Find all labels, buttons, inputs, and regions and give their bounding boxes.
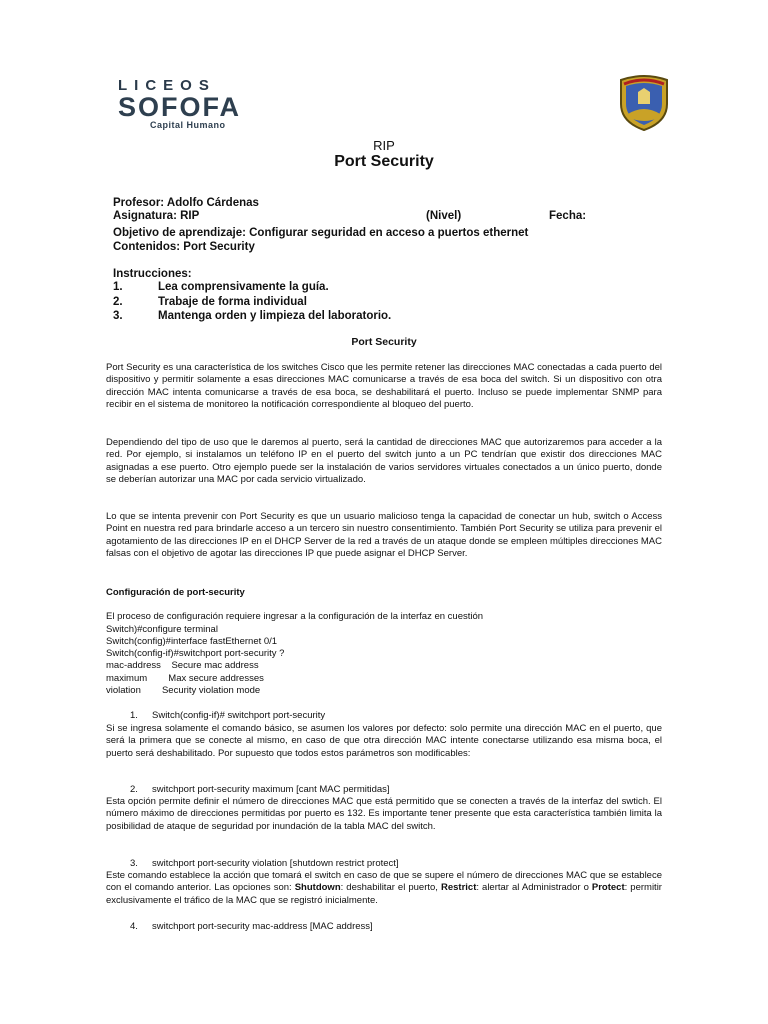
list-item-text: Trabaje de forma individual bbox=[158, 295, 307, 308]
step-1-description: Si se ingresa solamente el comando básico, se asumen los valores por defecto: solo permite una dirección MAC en el puerto, que será la primera que se conecte al mismo, en caso de que otra dirección MAC intente conectarse utilizando esa misma boca, el puerto será deshabilitado. Por supuesto que todos estos parámetros son modificables: bbox=[106, 723, 662, 759]
step-3-text-b: : deshabilitar el puerto, bbox=[340, 882, 441, 894]
subject-title: RIP bbox=[373, 138, 395, 153]
step-3-command bbox=[130, 858, 399, 869]
logo-line1: LICEOS bbox=[118, 77, 216, 94]
config-heading: Configuración de port-security bbox=[106, 587, 245, 598]
step-1-command bbox=[130, 710, 325, 721]
config-line: Switch)#configure terminal bbox=[106, 624, 218, 635]
option-shutdown: Shutdown bbox=[294, 882, 341, 894]
paragraph-3: Lo que se intenta prevenir con Port Security es que un usuario malicioso tenga la capacidad de conectar un hub, switch o Access Point en nuestra red para brindarle acceso a un tercero sin nuestro consentimiento. También Port Security se utiliza para prevenir el agotamiento de las direcciones IP en el DHCP Server de la red a través de un ataque donde se empleen múltiples direcciones MAC falsas con el objetivo de agotar las direcciones IP que puede asignar el DHCP Server. bbox=[106, 511, 662, 559]
step-2-command bbox=[130, 784, 390, 795]
option-protect: Protect bbox=[591, 882, 625, 894]
step-command-text: switchport port-security mac-address [MAC address] bbox=[152, 921, 373, 932]
step-number: 1. bbox=[130, 710, 138, 721]
section-title: Port Security bbox=[351, 336, 417, 348]
liceos-sofofa-logo bbox=[118, 78, 278, 128]
step-command-text: Switch(config-if)# switchport port-security bbox=[152, 710, 326, 721]
step-number: 2. bbox=[130, 784, 138, 795]
step-3-text-a: Este comando establece la acción que tomará el switch en caso de que se supere el número de direcciones MAC que se establece con el comando anterior. Las opciones son: bbox=[106, 870, 662, 894]
list-item-number: 3. bbox=[113, 310, 123, 322]
nivel-label: (Nivel) bbox=[426, 210, 462, 222]
step-2-description: Esta opción permite definir el número de direcciones MAC que está permitido que se conecten a través de la interfaz del swtich. El número máximo de direcciones permitidas por puerto es 132. Es importante tener presente que esta característica también limita la posibilidad de ataque de seguridad por inundación de la tabla MAC del switch. bbox=[106, 796, 662, 832]
contenidos-line: Contenidos: Port Security bbox=[113, 241, 255, 253]
list-item bbox=[113, 280, 391, 295]
config-line: maximum Max secure addresses bbox=[106, 673, 264, 684]
config-line: violation Security violation mode bbox=[106, 685, 261, 696]
step-command-text: switchport port-security maximum [cant MAC permitidas] bbox=[152, 784, 390, 795]
step-3-text-d: : permitir exclusivamente el tráfico de la MAC que se registró inicialmente. bbox=[106, 882, 662, 906]
config-line: mac-address Secure mac address bbox=[106, 660, 259, 671]
list-item bbox=[113, 309, 391, 324]
instructions-heading: Instrucciones: bbox=[113, 268, 192, 280]
list-item-number: 1. bbox=[113, 281, 123, 293]
logo-line3: Capital Humano bbox=[150, 120, 226, 130]
list-item bbox=[113, 295, 391, 310]
fecha-label: Fecha: bbox=[549, 210, 587, 222]
option-restrict: Restrict bbox=[440, 882, 477, 894]
paragraph-2: Dependiendo del tipo de uso que le daremos al puerto, será la cantidad de direcciones MAC que autorizaremos para acceder a la red. Por ejemplo, si instalamos un teléfono IP en el puerto del switch junto a un PC tendrían que existir dos direcciones MAC asignadas a ese puerto. Otro ejemplo puede ser la instalación de varios servidores virtuales conectados a un único puerto, donde se deberían autorizar una MAC por cada servicio virtualizado. bbox=[106, 437, 662, 485]
step-4-command bbox=[130, 921, 373, 932]
config-intro: El proceso de configuración requiere ingresar a la configuración de la interfaz en cuestión bbox=[106, 611, 484, 622]
config-line: Switch(config)#interface fastEthernet 0/1 bbox=[106, 636, 278, 647]
list-item-text: Mantenga orden y limpieza del laboratorio. bbox=[158, 310, 392, 322]
step-number: 3. bbox=[130, 858, 138, 869]
asignatura-line: Asignatura: RIP bbox=[113, 210, 200, 222]
list-item-text: Lea comprensivamente la guía. bbox=[158, 281, 329, 293]
step-command-text: switchport port-security violation [shutdown restrict protect] bbox=[152, 858, 399, 869]
config-line: Switch(config-if)#switchport port-security ? bbox=[106, 648, 285, 659]
step-3-text-c: : alertar al Administrador o bbox=[476, 882, 592, 894]
objetivo-line: Objetivo de aprendizaje: Configurar seguridad en acceso a puertos ethernet bbox=[113, 227, 529, 239]
page-title: Port Security bbox=[334, 153, 434, 170]
school-seal-icon bbox=[618, 74, 670, 132]
profesor-line: Profesor: Adolfo Cárdenas bbox=[113, 197, 259, 209]
instructions-list bbox=[113, 280, 391, 324]
list-item-number: 2. bbox=[113, 295, 123, 308]
paragraph-1: Port Security es una característica de los switches Cisco que les permite retener las direcciones MAC conectadas a cada puerto del dispositivo y permitir solamente a esas direcciones MAC comunicarse a través de esa boca del switch. Si un dispositivo con otra dirección MAC intenta comunicarse a través de esa boca, se deshabilitará el puerto. Incluso se puede implementar SNMP para recibir en el sistema de monitoreo la notificación correspondiente al bloqueo del puerto. bbox=[106, 362, 662, 410]
logo-line2: SOFOFA bbox=[118, 92, 242, 122]
step-3-description bbox=[106, 870, 662, 907]
step-number: 4. bbox=[130, 921, 138, 932]
